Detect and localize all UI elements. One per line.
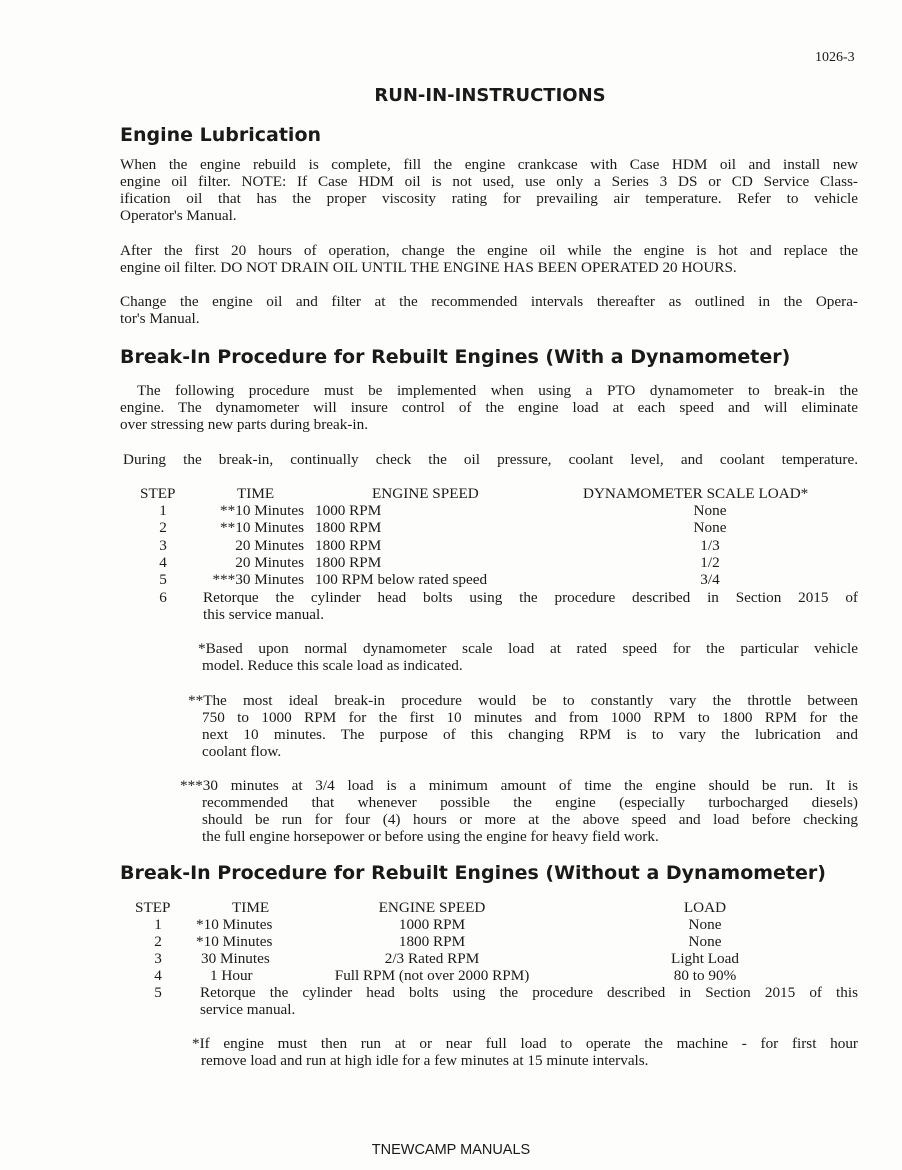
table-cell: None xyxy=(688,933,722,950)
paragraph-line: tor's Manual. xyxy=(120,310,200,327)
footnote-line: recommended that whenever possible the engine (especially turbocharged diesels) xyxy=(202,794,858,811)
table-cell: None xyxy=(693,502,727,519)
table-cell: 1 Hour xyxy=(210,967,253,984)
table-cell: 1000 RPM xyxy=(315,502,382,519)
table-cell: 100 RPM below rated speed xyxy=(315,571,488,588)
footnote-line: coolant flow. xyxy=(202,743,282,760)
table-cell: 2 xyxy=(159,519,167,536)
table-cell: 1000 RPM xyxy=(398,916,466,933)
footnote-line: ***30 minutes at 3/4 load is a minimum amount of time the engine should be run. It is xyxy=(180,777,858,794)
footnote-line: *If engine must then run at or near full load to operate the machine - for first hour xyxy=(192,1035,858,1052)
paragraph-line: engine oil filter. DO NOT DRAIN OIL UNTIL THE ENGINE HAS BEEN OPERATED 20 HOURS. xyxy=(120,259,737,276)
table-header: ENGINE SPEED xyxy=(378,899,486,916)
paragraph-line: ification oil that has the proper viscosity rating for prevailing air temperature. Refer to vehicle xyxy=(120,190,858,207)
paragraph-line: When the engine rebuild is complete, fill the engine crankcase with Case HDM oil and install new xyxy=(120,156,858,173)
table-cell: 20 Minutes xyxy=(235,554,304,571)
table-cell: 1 xyxy=(159,502,167,519)
footnote-line: **The most ideal break-in procedure would be to constantly vary the throttle between xyxy=(188,692,858,709)
table-cell: this service manual. xyxy=(203,606,325,623)
table-cell: 2 xyxy=(154,933,162,950)
table-cell: 4 xyxy=(154,967,162,984)
footer-text: TNEWCAMP MANUALS xyxy=(371,1142,531,1158)
paragraph-line: After the first 20 hours of operation, change the engine oil while the engine is hot and replace the xyxy=(120,242,858,259)
section-heading-without-dynamometer: Break-In Procedure for Rebuilt Engines (Without a Dynamometer) xyxy=(120,862,826,884)
table-cell: Retorque the cylinder head bolts using the procedure described in Section 2015 of this xyxy=(200,984,858,1001)
table-cell: 2/3 Rated RPM xyxy=(384,950,480,967)
footnote-line: should be run for four (4) hours or more at the above speed and load before checking xyxy=(202,811,858,828)
table-cell: 30 Minutes xyxy=(201,950,270,967)
page-title: RUN-IN-INSTRUCTIONS xyxy=(374,85,606,106)
footnote-line: remove load and run at high idle for a few minutes at 15 minute intervals. xyxy=(201,1052,649,1069)
section-heading-with-dynamometer: Break-In Procedure for Rebuilt Engines (With a Dynamometer) xyxy=(120,346,791,368)
table-cell: Full RPM (not over 2000 RPM) xyxy=(334,967,530,984)
table-cell: 3/4 xyxy=(700,571,720,588)
table-cell: 1/3 xyxy=(700,537,720,554)
table-cell: 20 Minutes xyxy=(235,537,304,554)
paragraph-line: The following procedure must be implemented when using a PTO dynamometer to break-in the xyxy=(137,382,858,399)
table-header: DYNAMOMETER SCALE LOAD* xyxy=(583,485,809,502)
table-cell: 5 xyxy=(159,571,167,588)
paragraph-line: During the break-in, continually check the oil pressure, coolant level, and coolant temperature. xyxy=(123,451,858,468)
footnote-line: *Based upon normal dynamometer scale load at rated speed for the particular vehicle xyxy=(198,640,858,657)
table-cell: *10 Minutes xyxy=(196,916,273,933)
table-cell: 1800 RPM xyxy=(315,519,382,536)
table-cell: Light Load xyxy=(671,950,739,967)
table-cell: 3 xyxy=(159,537,167,554)
table-cell: 1 xyxy=(154,916,162,933)
table-cell: 1/2 xyxy=(700,554,720,571)
table-cell: None xyxy=(688,916,722,933)
table-cell: service manual. xyxy=(200,1001,296,1018)
table-cell: 4 xyxy=(159,554,167,571)
table-header: TIME xyxy=(232,899,270,916)
table-header: LOAD xyxy=(683,899,727,916)
table-cell: *10 Minutes xyxy=(196,933,273,950)
paragraph-line: Change the engine oil and filter at the recommended intervals thereafter as outlined in the Opera- xyxy=(120,293,858,310)
section-heading-engine-lubrication: Engine Lubrication xyxy=(120,124,322,146)
table-cell: 1800 RPM xyxy=(398,933,466,950)
table-cell: 1800 RPM xyxy=(315,554,382,571)
table-cell: 3 xyxy=(154,950,162,967)
table-header: STEP xyxy=(135,899,171,916)
paragraph-line: Operator's Manual. xyxy=(120,207,237,224)
footnote-line: the full engine horsepower or before using the engine for heavy field work. xyxy=(202,828,659,845)
page-number: 1026-3 xyxy=(815,50,855,65)
table-header: STEP xyxy=(140,485,176,502)
table-cell: 80 to 90% xyxy=(673,967,737,984)
table-cell: 6 xyxy=(159,589,167,606)
table-cell: ***30 Minutes xyxy=(212,571,304,588)
table-cell: 1800 RPM xyxy=(315,537,382,554)
table-cell: 5 xyxy=(154,984,162,1001)
table-cell: **10 Minutes xyxy=(220,502,304,519)
table-header: TIME xyxy=(237,485,275,502)
footnote-line: 750 to 1000 RPM for the first 10 minutes and from 1000 RPM to 1800 RPM for the xyxy=(202,709,858,726)
table-cell: None xyxy=(693,519,727,536)
table-cell: Retorque the cylinder head bolts using the procedure described in Section 2015 of xyxy=(203,589,858,606)
paragraph-line: engine. The dynamometer will insure control of the engine load at each speed and will eliminate xyxy=(120,399,858,416)
footnote-line: next 10 minutes. The purpose of this changing RPM is to vary the lubrication and xyxy=(202,726,858,743)
footnote-line: model. Reduce this scale load as indicated. xyxy=(202,657,463,674)
table-header: ENGINE SPEED xyxy=(372,485,479,502)
table-cell: **10 Minutes xyxy=(220,519,304,536)
paragraph-line: over stressing new parts during break-in. xyxy=(120,416,368,433)
paragraph-line: engine oil filter. NOTE: If Case HDM oil is not used, use only a Series 3 DS or CD Service Class- xyxy=(120,173,858,190)
